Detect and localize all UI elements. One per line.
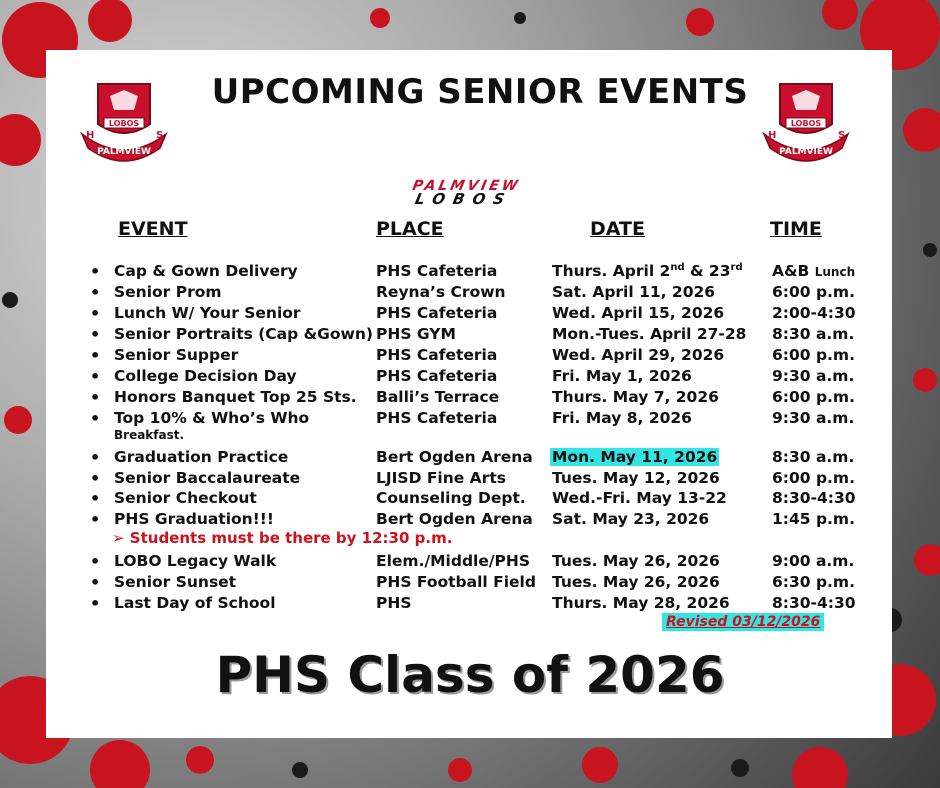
event-place: PHS Cafeteria [376, 409, 498, 427]
bullet-icon: • [90, 469, 101, 488]
event-place: PHS Cafeteria [376, 346, 498, 364]
event-date: Thurs. May 7, 2026 [552, 388, 719, 406]
header-date: DATE [590, 218, 645, 240]
bullet-icon: • [90, 448, 101, 467]
event-place: Counseling Dept. [376, 489, 526, 507]
event-place: PHS [376, 594, 412, 612]
svg-text:H: H [768, 130, 777, 141]
event-place: PHS GYM [376, 325, 456, 343]
event-date: Tues. May 12, 2026 [552, 469, 720, 487]
event-time: 9:30 a.m. [772, 409, 855, 427]
event-date: Tues. May 26, 2026 [552, 573, 720, 591]
bullet-icon: • [90, 388, 101, 407]
class-of-footer: PHS Class of 2026 [215, 646, 725, 704]
event-time: A&B Lunch [772, 262, 856, 280]
event-row [0, 448, 940, 469]
event-time: 8:30 a.m. [772, 448, 855, 466]
event-time: 8:30 a.m. [772, 325, 855, 343]
svg-text:H: H [86, 130, 95, 141]
event-time: 1:45 p.m. [772, 510, 855, 528]
event-date: Thurs. April 2nd & 23rd [552, 261, 743, 280]
svg-text:S: S [838, 130, 846, 141]
bullet-icon: • [90, 594, 101, 613]
event-time: 8:30-4:30 [772, 489, 856, 507]
event-row [0, 409, 940, 430]
event-name: Senior Supper [114, 346, 239, 364]
event-name: Senior Prom [114, 283, 222, 301]
event-date: Tues. May 26, 2026 [552, 552, 720, 570]
event-name: LOBO Legacy Walk [114, 552, 277, 570]
bullet-icon: • [90, 325, 101, 344]
event-row [0, 573, 940, 594]
bullet-icon: • [90, 262, 101, 281]
bullet-icon: • [90, 304, 101, 323]
event-date: Mon.-Tues. April 27-28 [552, 325, 747, 343]
event-date-highlighted: Mon. May 11, 2026 [552, 448, 718, 466]
event-place: Bert Ogden Arena [376, 448, 533, 466]
event-time: 9:00 a.m. [772, 552, 855, 570]
event-name: Lunch W/ Your Senior [114, 304, 301, 322]
event-place: PHS Football Field [376, 573, 536, 591]
event-place: PHS Cafeteria [376, 367, 498, 385]
brand-line2: LOBOS [413, 190, 515, 208]
event-row [0, 325, 940, 346]
event-time: 6:00 p.m. [772, 346, 855, 364]
event-place: PHS Cafeteria [376, 262, 498, 280]
page-title: UPCOMING SENIOR EVENTS [211, 72, 749, 112]
bullet-icon: • [90, 409, 101, 428]
event-place: PHS Cafeteria [376, 304, 498, 322]
svg-text:S: S [156, 130, 164, 141]
event-name: Senior Portraits (Cap &Gown) [114, 325, 373, 343]
header-place: PLACE [376, 218, 444, 240]
bullet-icon: • [90, 510, 101, 529]
event-row [0, 388, 940, 409]
brand-line1: PALMVIEW [410, 178, 523, 194]
bullet-icon: • [90, 573, 101, 592]
header-event: EVENT [118, 218, 188, 240]
header-time: TIME [770, 218, 822, 240]
event-place: LJISD Fine Arts [376, 469, 506, 487]
event-name: College Decision Day [114, 367, 297, 385]
event-name: Graduation Practice [114, 448, 289, 466]
event-row [0, 367, 940, 388]
graduation-note: ➢ Students must be there by 12:30 p.m. [112, 529, 453, 547]
bullet-icon: • [90, 283, 101, 302]
event-name: Honors Banquet Top 25 Sts. [114, 388, 357, 406]
event-row [0, 510, 940, 531]
event-row [0, 469, 940, 490]
event-date: Sat. April 11, 2026 [552, 283, 716, 301]
event-row [0, 283, 940, 304]
svg-text:LOBOS: LOBOS [790, 119, 822, 128]
event-time: 6:00 p.m. [772, 388, 855, 406]
event-name: Senior Checkout [114, 489, 257, 507]
svg-text:PALMVIEW: PALMVIEW [779, 147, 833, 157]
event-date: Wed. April 15, 2026 [552, 304, 725, 322]
bullet-icon: • [90, 552, 101, 571]
svg-text:LOBOS: LOBOS [108, 119, 140, 128]
event-time: 9:30 a.m. [772, 367, 855, 385]
event-date: Fri. May 1, 2026 [552, 367, 692, 385]
event-date: Wed. April 29, 2026 [552, 346, 725, 364]
event-place: Bert Ogden Arena [376, 510, 533, 528]
event-row [0, 346, 940, 367]
bullet-icon: • [90, 346, 101, 365]
event-time: 6:00 p.m. [772, 469, 855, 487]
event-time: 2:00-4:30 [772, 304, 856, 322]
event-time: 8:30-4:30 [772, 594, 856, 612]
event-row [0, 489, 940, 510]
event-date: Sat. May 23, 2026 [552, 510, 710, 528]
event-name: Top 10% & Who’s Who [114, 409, 310, 427]
event-row [0, 304, 940, 325]
event-row [0, 262, 940, 283]
event-row [0, 552, 940, 573]
revised-date-label: Revised 03/12/2026 [662, 613, 824, 631]
event-name: Senior Sunset [114, 573, 237, 591]
event-place: Reyna’s Crown [376, 283, 506, 301]
palmview-lobos-wordmark [369, 180, 561, 206]
event-place: Elem./Middle/PHS [376, 552, 531, 570]
event-name: Cap & Gown Delivery [114, 262, 298, 280]
event-name: Senior Baccalaureate [114, 469, 301, 487]
event-name: PHS Graduation!!! [114, 510, 274, 528]
event-row [0, 594, 940, 615]
event-date: Wed.-Fri. May 13-22 [552, 489, 727, 507]
bullet-icon: • [90, 489, 101, 508]
event-name: Last Day of School [114, 594, 276, 612]
event-time: 6:30 p.m. [772, 573, 855, 591]
event-time: 6:00 p.m. [772, 283, 855, 301]
event-name-continuation: Breakfast. [114, 428, 185, 442]
event-place: Balli’s Terrace [376, 388, 500, 406]
svg-text:PALMVIEW: PALMVIEW [97, 147, 151, 157]
event-date: Fri. May 8, 2026 [552, 409, 692, 427]
bullet-icon: • [90, 367, 101, 386]
event-date: Thurs. May 28, 2026 [552, 594, 730, 612]
